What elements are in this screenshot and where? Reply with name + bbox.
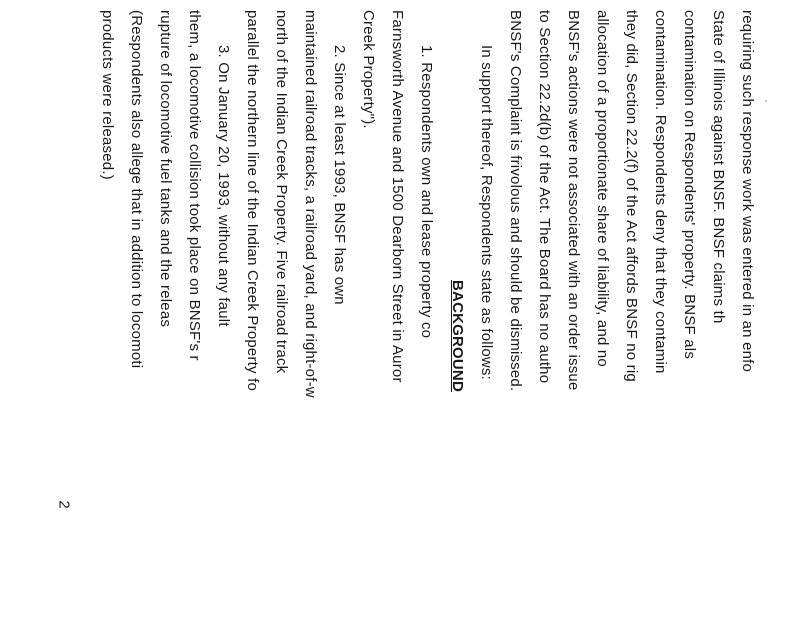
- para1-line: 1. Respondents own and lease property co: [418, 45, 435, 339]
- para1-line: Farnsworth Avenue and 1500 Dearborn Street in Auror: [389, 10, 406, 383]
- para2-line: maintained railroad tracks, a railroad yard, and right-of-w: [302, 10, 319, 398]
- body-line: contamination on Respondents' property. BNSF als: [681, 10, 698, 360]
- body-line: allocation of a proportionate share of liability, and no: [594, 10, 611, 367]
- para2-line: north of the Indian Creek Property. Five railroad track: [273, 10, 290, 374]
- section-heading: BACKGROUND: [449, 280, 466, 392]
- document-body: [99, 0, 762, 560]
- para3-line: (Respondents also allege that in addition to locomoti: [128, 10, 145, 369]
- para3-line: rupture of locomotive fuel tanks and the releas: [157, 10, 174, 328]
- scan-speck: [765, 100, 767, 102]
- support-line: In support thereof, Respondents state as follows:: [478, 45, 495, 380]
- para3-line: 3. On January 20, 1993, without any fault: [215, 45, 232, 327]
- body-line: to Section 22.2d(b) of the Act. The Board has no autho: [536, 10, 553, 384]
- page-number: 2: [55, 500, 73, 509]
- body-line: BNSF's actions were not associated with an order issue: [565, 10, 582, 391]
- body-line: BNSF's Complaint is frivolous and should be dismissed.: [507, 10, 524, 392]
- body-line: contamination. Respondents deny that they contamin: [652, 10, 669, 374]
- para3-line: products were released.): [99, 10, 116, 180]
- rotated-document: [22, 0, 762, 560]
- para3-line: them, a locomotive collision took place on BNSF's r: [186, 10, 203, 361]
- body-line: they did, Section 22.2(f) of the Act affords BNSF no rig: [623, 10, 640, 382]
- body-line: State of Illinois against BNSF. BNSF claims th: [710, 10, 727, 324]
- para2-line: parallel the northern line of the Indian Creek Property fo: [244, 10, 261, 391]
- para2-line: 2. Since at least 1993, BNSF has own: [331, 45, 348, 305]
- body-line: requiring such response work was entered in an enfo: [739, 10, 756, 373]
- para1-line: Creek Property").: [360, 10, 377, 129]
